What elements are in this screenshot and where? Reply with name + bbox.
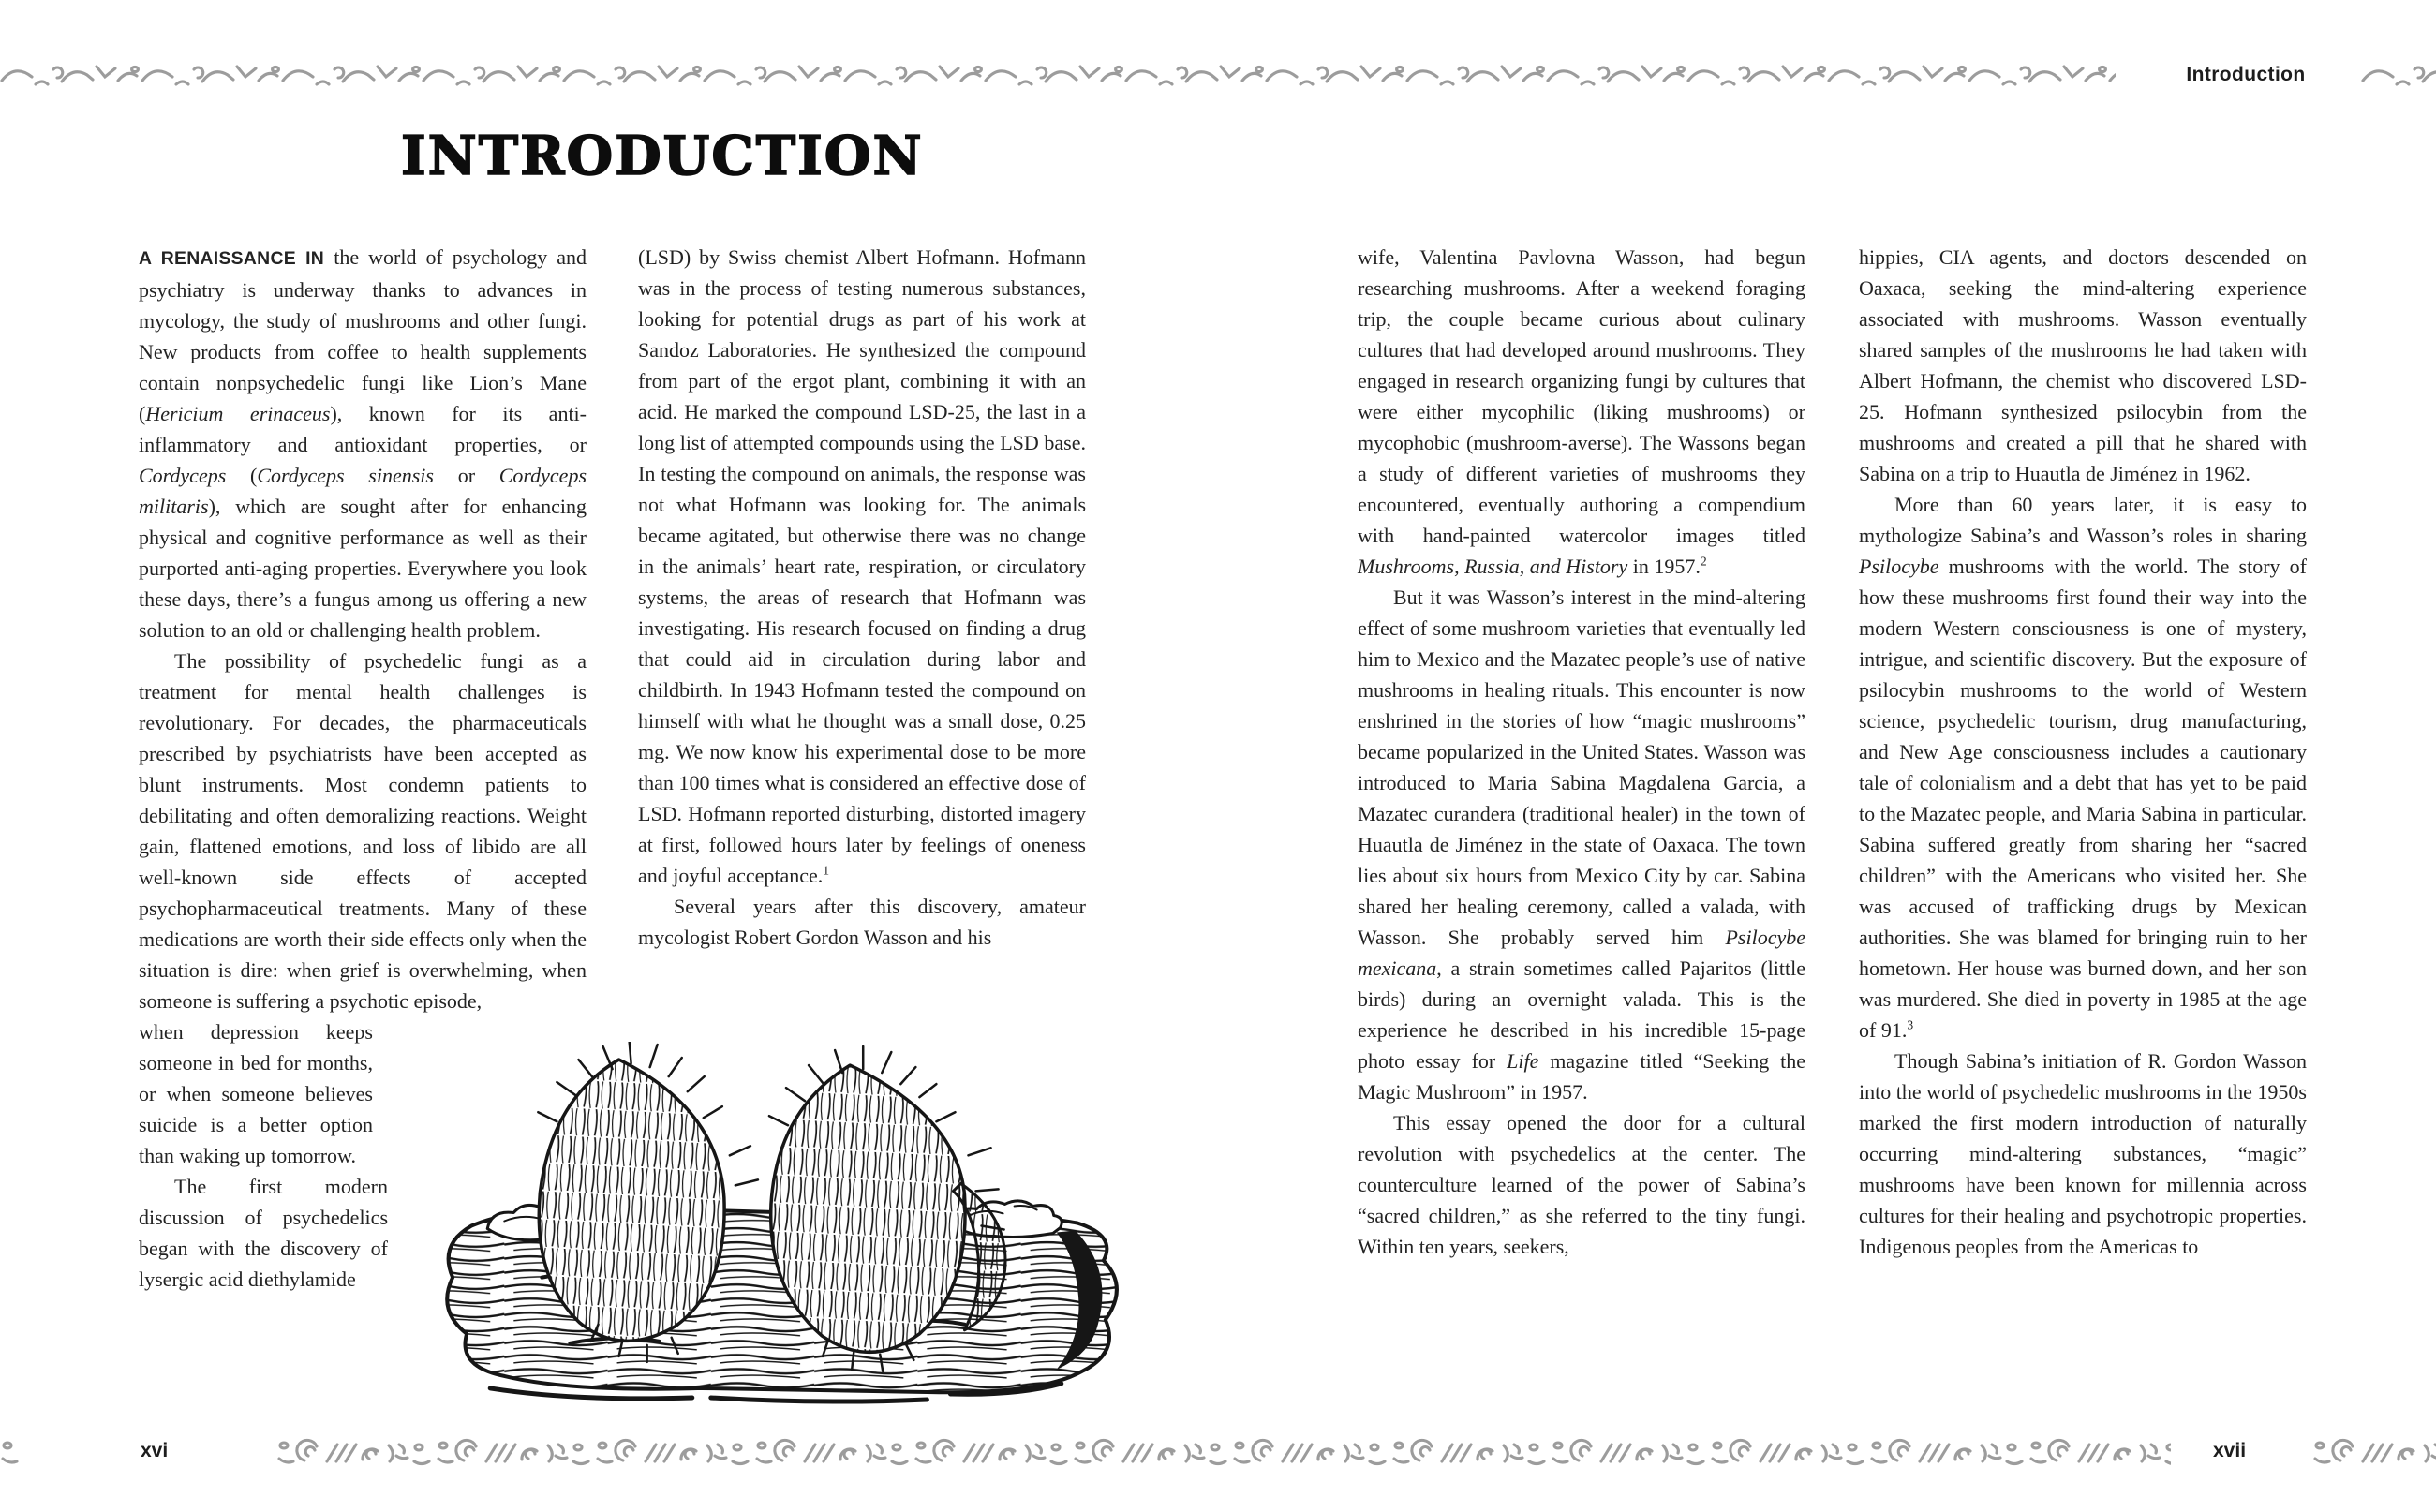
- ornamental-border-bottom-center: [276, 1435, 2171, 1471]
- paragraph: Several years after this discovery, amateur mycologist Robert Gordon Wasson and his: [638, 895, 1086, 949]
- paragraph: (LSD) by Swiss chemist Albert Hofmann. Hofmann was in the process of testing numerous substances, looking for potential drugs as part of his work at Sandoz Laboratories. He synthesized the compound from part of the ergot plant, combining it with an acid. He marked the compound LSD-25, the last in a long list of attempted compounds using the LSD base. In testing the compound on animals, the response was not what Hofmann was looking for. The animals became agitated, but otherwise there was no change in the animals’ heart rate, respiration, or circulatory systems, the areas of research that Hofmann was investigating. His research focused on finding a drug that could aid in circulation during labor and childbirth. In 1943 Hofmann tested the compound on himself with what he thought was a small dose, 0.25 mg. We now know his experimental dose to be more than 100 times what is considered an effective dose of LSD. Hofmann reported disturbing, distorted imagery at first, followed hours later by feelings of oneness and joyful acceptance.$^1$: [638, 245, 1086, 887]
- lions-mane-mushroom-illustration: [401, 1042, 1162, 1405]
- paragraph: hippies, CIA agents, and doctors descended on Oaxaca, seeking the mind-altering experience associated with mushrooms. Wasson eventually shared samples of the mushrooms he had taken with Albert Hofmann, the chemist who discovered LSD-25. Hofmann synthesized psilocybin from the mushrooms and created a pill that he shared with Sabina on a trip to Huautla de Jiménez in 1962.: [1859, 245, 2307, 485]
- paragraph: This essay opened the door for a cultural revolution with psychedelics at the center. The counterculture learned of the power of Sabina’s “sacred children,” as she referred to the tiny fungi. Within ten years, seekers,: [1358, 1111, 1805, 1258]
- text-column-2: [638, 242, 1086, 953]
- text-column-4: [1859, 242, 2307, 1262]
- ornamental-border-top-left-segment: [0, 58, 2116, 94]
- paragraph-wrapped-beside-illustration: The first modern discussion of psychedelics began with the discovery of lysergic acid diethylamide: [139, 1175, 388, 1291]
- folio-left: xvi: [141, 1440, 169, 1461]
- folio-right: xvii: [2213, 1440, 2247, 1461]
- ornamental-border-bottom-edge-right: [2312, 1435, 2436, 1471]
- paragraph: But it was Wasson’s interest in the mind-altering effect of some mushroom varieties that eventually led him to Mexico and the Mazatec people’s use of native mushrooms in healing rituals. This encounter is now enshrined in the stories of how “magic mushrooms” became popularized in the United States. Wasson was introduced to Maria Sabina Magdalena Garcia, a Mazatec curandera (traditional healer) in the town of Huautla de Jiménez in the state of Oaxaca. The town lies about six hours from Mexico City by car. Sabina shared her healing ceremony, called a valada, with Wasson. She probably served him Psilocybe mexicana, a strain sometimes called Pajaritos (little birds) during an overnight valada. This is the experience he described in his incredible 15-page photo essay for Life magazine titled “Seeking the Magic Mushroom” in 1957.: [1358, 586, 1806, 1104]
- ornamental-border-bottom-edge-left: [0, 1435, 19, 1471]
- paragraph: wife, Valentina Pavlovna Wasson, had begun researching mushrooms. After a weekend foraging trip, the couple became curious about culinary cultures that had developed around mushrooms. They engaged in research organizing fungi by cultures that were either mycophilic (liking mushrooms) or mycophobic (mushroom-averse). The Wassons began a study of different varieties of mushrooms they encountered, eventually authoring a compendium with hand-painted watercolor images titled Mushrooms, Russia, and History in 1957.$^2$: [1358, 245, 1805, 578]
- text-column-3: [1358, 242, 1805, 1262]
- paragraph-wrapped-beside-illustration: when depression keeps someone in bed for months, or when someone believes suicide is a better option than waking up tomorrow.: [139, 1020, 373, 1167]
- paragraph: A RENAISSANCE IN the world of psychology and psychiatry is underway thanks to advances in mycology, the study of mushrooms and other fungi. New products from coffee to health supplements contain nonpsychedelic fungi like Lion’s Mane (Hericium erinaceus), known for its anti-inflammatory and antioxidant properties, or Cordyceps (Cordyceps sinensis or Cordyceps militaris), which are sought after for enhancing physical and cognitive performance as well as their purported anti-aging properties. Everywhere you look these days, there’s a fungus among us offering a new solution to an old or challenging health problem.: [139, 245, 587, 642]
- ornamental-border-top-right-segment: [2361, 58, 2436, 94]
- running-head: Introduction: [2186, 64, 2306, 85]
- paragraph: The possibility of psychedelic fungi as a treatment for mental health challenges is revolutionary. For decades, the pharmaceuticals prescribed by psychiatrists have been accepted as blunt instruments. Most condemn patients to debilitating and often demoralizing reactions. Weight gain, flattened emotions, and loss of libido are all well-known side effects of accepted psychopharmaceutical treatments. Many of these medications are worth their side effects only when the situation is dire: when grief is overwhelming, when someone is suffering a psychotic episode,: [139, 649, 587, 1013]
- paragraph: Though Sabina’s initiation of R. Gordon Wasson into the world of psychedelic mushrooms in the 1950s marked the first modern introduction of naturally occurring mind-altering substances, “magic” mushrooms have been known for millennia across cultures for their healing and psychotropic properties. Indigenous peoples from the Americas to: [1859, 1049, 2307, 1258]
- page-title: INTRODUCTION: [401, 125, 924, 187]
- paragraph: More than 60 years later, it is easy to mythologize Sabina’s and Wasson’s roles in sharing Psilocybe mushrooms with the world. The story of how these mushrooms first found their way into the modern Western consciousness is one of mystery, intrigue, and scientific discovery. But the exposure of psilocybin mushrooms to the world of Western science, psychedelic tourism, drug manufacturing, and New Age consciousness includes a cautionary tale of colonialism and a debt that has yet to be paid to the Mazatec people, and Maria Sabina in particular. Sabina suffered greatly from sharing her “sacred children” with the Americans who visited her. She was accused of trafficking drugs by Mexican authorities. She was blamed for bringing ruin to her hometown. Her house was burned down, and her son was murdered. She died in poverty in 1985 at the age of 91.$^3$: [1859, 493, 2307, 1042]
